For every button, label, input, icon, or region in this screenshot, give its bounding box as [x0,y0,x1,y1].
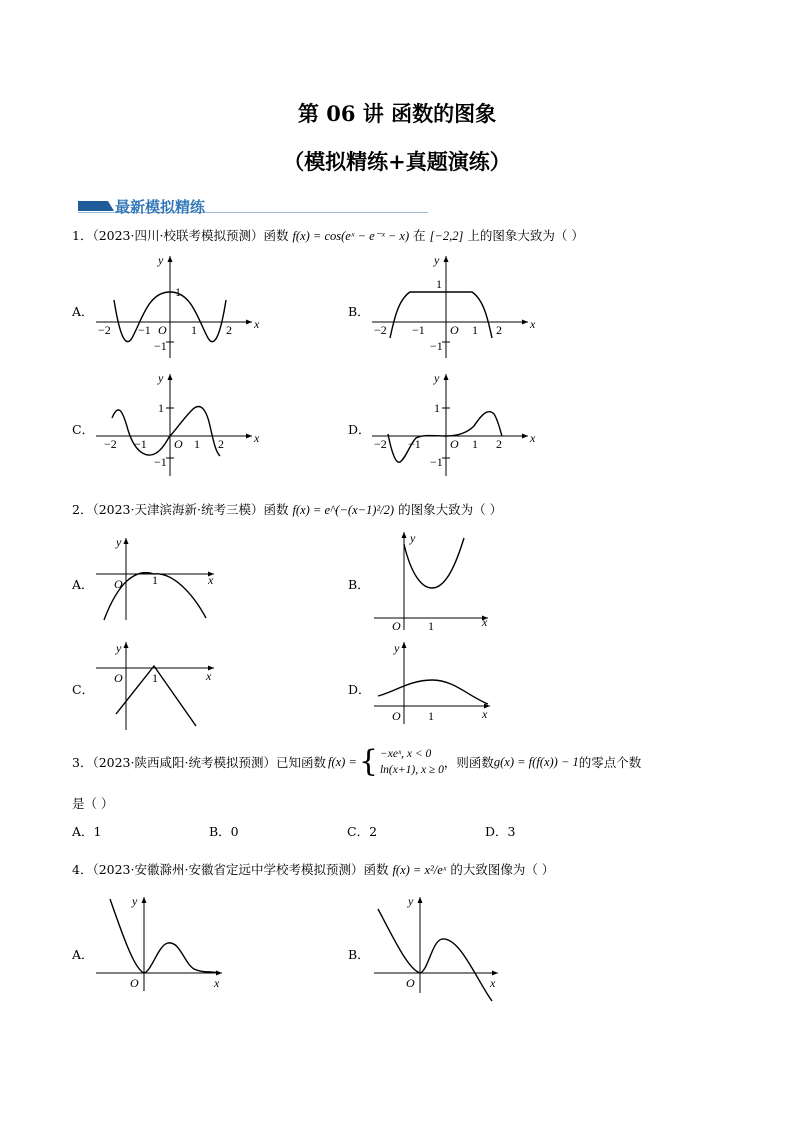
q3-prefix: 3．（2023·陕西咸阳·统考模拟预测）已知函数 [72,755,326,770]
q2-prefix: 2．（2023·天津滨海新·统考三模）函数 [72,502,289,517]
q1-option-a-label[interactable]: A． [72,304,94,319]
q2d-origin: O [392,709,401,723]
q1a-tick-neg1y: −1 [154,339,167,353]
q1-option-d-label[interactable]: D． [348,422,371,437]
q1-interval: [−2,2] [429,229,464,243]
q1d-tick-1x: 1 [472,437,478,451]
section-title: 最新模拟精练 [115,198,206,216]
q2-suffix: 的图象大致为（ ） [398,502,503,517]
q1d-tick-neg2: −2 [374,437,387,451]
q2c-y-label: y [116,641,122,655]
q2a-tick-1: 1 [152,573,158,587]
q2-graph-d [370,638,500,728]
q2d-y-label: y [394,641,400,655]
q1d-x-label: x [530,431,536,445]
q1d-origin: O [450,437,459,451]
q2c-origin: O [114,671,123,685]
q1c-tick-1: 1 [158,401,164,415]
q1d-tick-2: 2 [496,437,502,451]
question-1-text [72,226,584,244]
q3-g-formula: g(x) = f(f(x)) − 1 [493,754,579,769]
q4-option-b-label[interactable]: B． [348,947,370,962]
q2c-x-label: x [206,669,212,683]
q1c-tick-1x: 1 [194,437,200,451]
q3-suffix: 的零点个数 [578,755,642,770]
q1-option-c-label[interactable]: C． [72,422,95,437]
q3-case-1: −xeˣ, x < 0 [379,748,432,760]
question-4-text [72,860,554,878]
q4-graph-b [370,893,510,1003]
page-subtitle: （模拟精练+真题演练） [283,149,511,174]
q2b-y-label: y [410,531,416,545]
q1-option-b-label[interactable]: B． [348,304,370,319]
q1c-tick-2: 2 [218,437,224,451]
q1c-tick-neg2: −2 [104,437,117,451]
q1a-origin: O [158,323,167,337]
q1-graph-a [92,250,262,362]
q4b-y-label: y [408,894,414,908]
q1b-tick-2: 2 [496,323,502,337]
q2b-x-label: x [482,615,488,629]
q2c-tick-1: 1 [152,671,158,685]
q1-graph-d [368,368,538,480]
q3-choice-c[interactable]: C．2 [347,824,378,839]
q3-middle: ，则函数 [443,755,494,770]
q4-graph-a [92,893,232,993]
q2b-origin: O [392,619,401,633]
q2-formula: f(x) = e^(−(x−1)²/2) [292,503,395,517]
q2-option-d-label[interactable]: D． [348,682,371,697]
q1d-tick-1: 1 [434,401,440,415]
q2-option-c-label[interactable]: C． [72,682,95,697]
q2b-tick-1: 1 [428,619,434,633]
q2-graph-c [92,638,232,734]
q2d-tick-1: 1 [428,709,434,723]
q1b-tick-neg1y: −1 [430,339,443,353]
q3-choice-b[interactable]: B．0 [209,824,239,839]
q4a-y-label: y [132,894,138,908]
q3-line2: 是（ ） [72,796,114,811]
q2a-origin: O [114,577,123,591]
q4b-origin: O [406,976,415,990]
q1c-tick-neg1y: −1 [154,455,167,469]
q3-cases [380,746,444,778]
q3-brace: { [358,744,378,779]
q4a-x-label: x [214,976,220,990]
q3-choice-a[interactable]: A．1 [72,824,102,839]
q1a-tick-neg2: −2 [98,323,111,337]
q1b-y-label: y [434,253,440,267]
q1c-tick-neg1: −1 [134,437,147,451]
q1b-x-label: x [530,317,536,331]
q1a-tick-neg1: −1 [138,323,151,337]
q2-option-b-label[interactable]: B． [348,577,370,592]
q1-formula: f(x) = cos(eˣ − e⁻ˣ − x) [292,229,410,243]
q1-graph-c [92,368,262,480]
q2d-x-label: x [482,707,488,721]
question-2-text [72,500,502,518]
q1b-origin: O [450,323,459,337]
q4b-x-label: x [490,976,496,990]
q1d-tick-neg1: −1 [408,437,421,451]
q1d-y-label: y [434,371,440,385]
q2a-y-label: y [116,535,122,549]
q1a-tick-2: 2 [226,323,232,337]
q4-suffix: 的大致图像为（ ） [450,862,555,877]
q1b-tick-1x: 1 [472,323,478,337]
q4a-origin: O [130,976,139,990]
q1a-tick-1: 1 [175,285,181,299]
q1a-tick-1x: 1 [191,323,197,337]
q1-graph-b [368,250,538,362]
q2-graph-a [92,532,232,622]
q1d-tick-neg1y: −1 [430,455,443,469]
q1-mid: 在 [413,228,426,243]
q1b-tick-1: 1 [436,277,442,291]
q2-option-a-label[interactable]: A． [72,577,94,592]
q4-formula: f(x) = x²/eˣ [392,863,447,877]
q3-formula-lhs: f(x) = [327,754,357,769]
q1c-x-label: x [254,431,260,445]
q4-prefix: 4．（2023·安徽滁州·安徽省定远中学校考模拟预测）函数 [72,862,389,877]
q4-option-a-label[interactable]: A． [72,947,94,962]
q1b-tick-neg2: −2 [374,323,387,337]
q2a-x-label: x [208,573,214,587]
question-3-text [72,746,641,778]
q2-graph-b [370,530,500,634]
q1b-tick-neg1: −1 [412,323,425,337]
q1a-x-label: x [254,317,260,331]
page-title: 第 06 讲 函数的图象 [297,101,497,126]
q1c-origin: O [174,437,183,451]
q3-choice-d[interactable]: D．3 [485,824,516,839]
q3-case-2: ln(x+1), x ≥ 0 [379,764,444,776]
q1c-y-label: y [158,371,164,385]
q1-prefix: 1．（2023·四川·校联考模拟预测）函数 [72,228,289,243]
q1a-y-label: y [158,253,164,267]
q1-suffix: 上的图象大致为（ ） [467,228,584,243]
